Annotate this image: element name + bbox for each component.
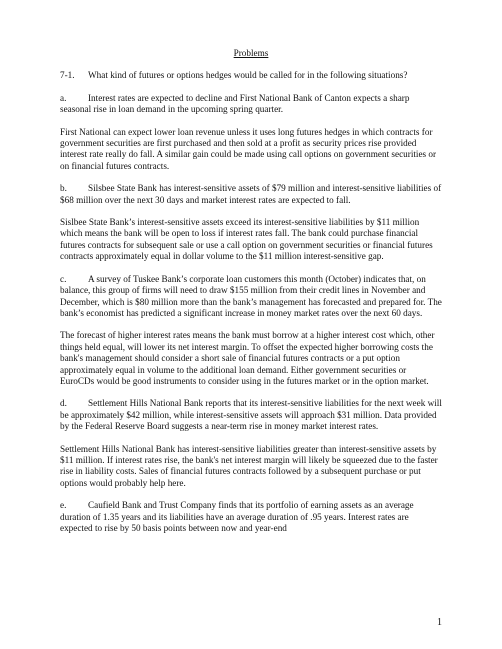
scenario-text: Caufield Bank and Trust Company finds that its portfolio of earning assets as an average duration of 1.35 years and its liabilities have an average duration of .95 years. Interest rates are expected to rise by 50 basis points between now and year-end: [60, 500, 414, 533]
part-label: a.: [60, 92, 67, 103]
part-b-answer: Sislbee State Bank’s interest-sensitive assets exceed its interest-sensitive liabilities by $11 million which means the bank will be open to loss if interest rates fall. The bank could purchase financial futures contracts for subsequent sale or use a call option on government securities or financial futures contracts approximately equal in dollar volume to the $11 million interest-sensitive gap.: [60, 217, 433, 262]
part-e-scenario: [60, 500, 442, 534]
part-a-scenario: [60, 93, 442, 116]
part-d-scenario: [60, 398, 442, 432]
part-d-answer: Settlement Hills National Bank has interest-sensitive liabilities greater than interest-sensitive assets by $11 million. If interest rates rise, the bank's net interest margin will likely be squeezed due to the faster rise in liability costs. Sales of financial futures contracts followed by a subsequent purchase or put options would probably help here.: [60, 443, 438, 488]
part-label: e.: [60, 500, 67, 511]
part-label: c.: [60, 273, 67, 284]
page-number: 1: [437, 617, 442, 628]
question-7-1: [60, 70, 442, 81]
scenario-text: Settlement Hills National Bank reports that its interest-sensitive liabilities for the next week will be approximately $42 million, while interest-sensitive assets will approach $31 million. Data provided by the Federal Reserve Board suggests a near-term rise in money market interest rates.: [60, 398, 442, 432]
question-number: 7-1.: [60, 70, 75, 81]
scenario-text: Silsbee State Bank has interest-sensitive assets of $79 million and interest-sensitive liabilities of $68 million over the next 30 days and market interest rates are expected to fall.: [60, 183, 442, 205]
part-label: d.: [60, 398, 67, 409]
part-c-scenario: [60, 274, 442, 320]
part-c-answer: The forecast of higher interest rates means the bank must borrow at a higher interest cost which, other things held equal, will lower its net interest margin. To offset the expected higher borrowing costs the bank's management should consider a short sale of financial futures contracts or a put option approximately equal in volume to the additional loan demand. Either government securities or EuroCDs would be good instruments to consider using in the futures market or in the option market.: [60, 330, 435, 386]
question-text: What kind of futures or options hedges would be called for in the following situations?: [88, 70, 408, 81]
part-b-scenario: [60, 183, 442, 206]
scenario-text: Interest rates are expected to decline and First National Bank of Canton expects a sharp seasonal rise in loan demand in the upcoming spring quarter.: [60, 92, 410, 115]
scenario-text: A survey of Tuskee Bank’s corporate loan customers this month (October) indicates that, on balance, this group of firms will need to draw $155 million from their credit lines in November and December, which is $80 million more than the bank’s management has forecasted and prepared for. The bank’s economist has predicted a significant increase in money market rates over the next 60 days.: [60, 273, 442, 318]
part-label: b.: [60, 183, 67, 194]
part-a-answer: First National can expect lower loan revenue unless it uses long futures hedges in which contracts for government securities are first purchased and then sold at a profit as security prices rise provided interest rate really do fall. A similar gain could be made using call options on government securities or on financial futures contracts.: [60, 126, 437, 171]
page-title: Problems: [233, 48, 269, 58]
